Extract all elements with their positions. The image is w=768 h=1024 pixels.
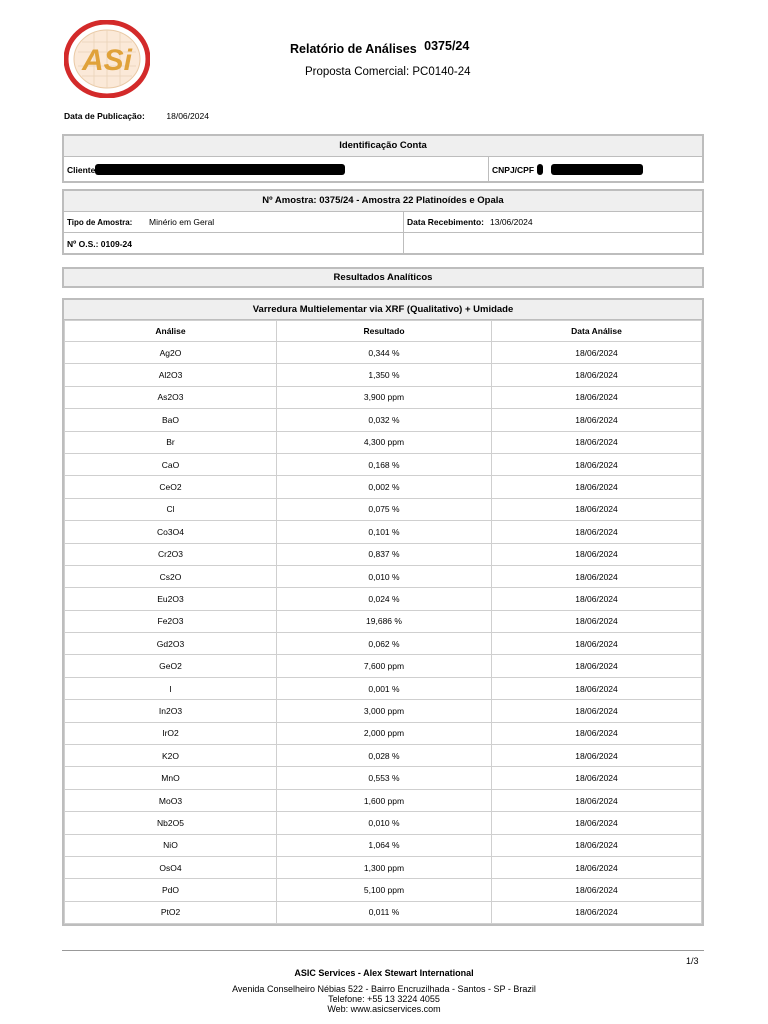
column-header-analysis: Análise	[65, 321, 277, 342]
sample-section	[62, 189, 704, 255]
table-row	[65, 409, 702, 431]
footer-address: Avenida Conselheiro Nébias 522 - Bairro Encruzilhada - Santos - SP - Brazil	[232, 984, 536, 994]
result-cell: 2,000 ppm	[277, 722, 492, 744]
date-cell: 18/06/2024	[492, 677, 702, 699]
cnpj-redaction-small	[537, 164, 543, 175]
result-cell: 0,010 %	[277, 565, 492, 587]
date-cell: 18/06/2024	[492, 789, 702, 811]
result-cell: 3,000 ppm	[277, 700, 492, 722]
result-cell: 19,686 %	[277, 610, 492, 632]
result-cell: 0,344 %	[277, 342, 492, 364]
analysis-cell: NiO	[65, 834, 277, 856]
analysis-cell: PtO2	[65, 901, 277, 923]
analysis-cell: Cs2O	[65, 565, 277, 587]
analysis-cell: Nb2O5	[65, 812, 277, 834]
logo-text: ASi	[81, 44, 133, 77]
table-row	[65, 543, 702, 565]
report-title	[290, 39, 470, 56]
table-row	[65, 722, 702, 744]
results-heading: Resultados Analíticos	[64, 269, 702, 286]
cnpj-cell	[489, 157, 702, 182]
cnpj-label: CNPJ/CPF	[492, 164, 535, 175]
result-cell: 5,100 ppm	[277, 879, 492, 901]
analysis-cell: Cr2O3	[65, 543, 277, 565]
column-header-row	[65, 321, 702, 342]
table-row	[65, 498, 702, 520]
report-title-text: Relatório de Análises	[290, 42, 417, 56]
client-cell	[64, 157, 489, 182]
report-number: 0375/24	[424, 39, 470, 53]
date-cell: 18/06/2024	[492, 409, 702, 431]
result-cell: 0,001 %	[277, 677, 492, 699]
table-row	[65, 521, 702, 543]
column-header-result: Resultado	[277, 321, 492, 342]
sample-heading: Nº Amostra: 0375/24 - Amostra 22 Platinoídes e Opala	[64, 191, 702, 212]
result-cell: 0,028 %	[277, 745, 492, 767]
received-date: 13/06/2024	[490, 217, 533, 227]
date-cell: 18/06/2024	[492, 812, 702, 834]
analysis-cell: Br	[65, 431, 277, 453]
analysis-cell: CeO2	[65, 476, 277, 498]
table-row	[65, 342, 702, 364]
result-cell: 0,011 %	[277, 901, 492, 923]
table-row	[65, 879, 702, 901]
date-cell: 18/06/2024	[492, 655, 702, 677]
result-cell: 0,101 %	[277, 521, 492, 543]
table-row	[65, 856, 702, 878]
table-row	[65, 834, 702, 856]
account-heading: Identificação Conta	[64, 136, 702, 157]
results-table-box	[62, 298, 704, 926]
date-cell: 18/06/2024	[492, 476, 702, 498]
account-section	[62, 134, 704, 183]
result-cell: 0,024 %	[277, 588, 492, 610]
footer-web: Web: www.asicservices.com	[327, 1004, 441, 1014]
date-cell: 18/06/2024	[492, 543, 702, 565]
result-cell: 0,075 %	[277, 498, 492, 520]
table-row	[65, 610, 702, 632]
page-number: 1/3	[686, 956, 699, 966]
table-row	[65, 476, 702, 498]
footer-phone: Telefone: +55 13 3224 4055	[328, 994, 440, 1004]
column-header-date: Data Análise	[492, 321, 702, 342]
table-row	[65, 677, 702, 699]
analysis-cell: IrO2	[65, 722, 277, 744]
method-heading: Varredura Multielementar via XRF (Qualitativo) + Umidade	[64, 300, 702, 320]
sample-type-label: Tipo de Amostra:	[67, 217, 133, 227]
date-cell: 18/06/2024	[492, 565, 702, 587]
results-table	[64, 320, 702, 924]
date-cell: 18/06/2024	[492, 700, 702, 722]
date-cell: 18/06/2024	[492, 364, 702, 386]
result-cell: 7,600 ppm	[277, 655, 492, 677]
analysis-cell: Eu2O3	[65, 588, 277, 610]
date-cell: 18/06/2024	[492, 588, 702, 610]
company-logo	[64, 20, 150, 98]
cnpj-redaction	[551, 164, 643, 175]
footer-divider	[62, 950, 704, 951]
date-cell: 18/06/2024	[492, 767, 702, 789]
date-cell: 18/06/2024	[492, 453, 702, 475]
table-row	[65, 812, 702, 834]
analysis-cell: Cl	[65, 498, 277, 520]
sample-type-cell	[64, 212, 404, 232]
result-cell: 1,064 %	[277, 834, 492, 856]
result-cell: 0,553 %	[277, 767, 492, 789]
publication-date-line	[64, 111, 209, 121]
analysis-cell: GeO2	[65, 655, 277, 677]
date-cell: 18/06/2024	[492, 498, 702, 520]
result-cell: 3,900 ppm	[277, 386, 492, 408]
date-cell: 18/06/2024	[492, 722, 702, 744]
analysis-cell: CaO	[65, 453, 277, 475]
analysis-cell: MoO3	[65, 789, 277, 811]
analysis-cell: In2O3	[65, 700, 277, 722]
table-row	[65, 745, 702, 767]
table-row	[65, 565, 702, 587]
table-row	[65, 588, 702, 610]
result-cell: 1,600 ppm	[277, 789, 492, 811]
date-cell: 18/06/2024	[492, 342, 702, 364]
client-redaction	[95, 164, 345, 175]
date-cell: 18/06/2024	[492, 633, 702, 655]
date-cell: 18/06/2024	[492, 431, 702, 453]
date-cell: 18/06/2024	[492, 901, 702, 923]
os-number: Nº O.S.: 0109-24	[64, 233, 404, 255]
analysis-cell: Gd2O3	[65, 633, 277, 655]
proposal-number: Proposta Comercial: PC0140-24	[305, 66, 471, 78]
analysis-cell: BaO	[65, 409, 277, 431]
date-cell: 18/06/2024	[492, 879, 702, 901]
result-cell: 1,350 %	[277, 364, 492, 386]
analysis-cell: K2O	[65, 745, 277, 767]
sample-type-value: Minério em Geral	[149, 217, 215, 227]
table-row	[65, 767, 702, 789]
result-cell: 0,032 %	[277, 409, 492, 431]
empty-cell	[404, 233, 702, 255]
date-cell: 18/06/2024	[492, 610, 702, 632]
result-cell: 0,837 %	[277, 543, 492, 565]
table-row	[65, 386, 702, 408]
table-row	[65, 789, 702, 811]
date-cell: 18/06/2024	[492, 521, 702, 543]
table-row	[65, 901, 702, 923]
result-cell: 0,010 %	[277, 812, 492, 834]
analysis-cell: Fe2O3	[65, 610, 277, 632]
client-label: Cliente	[67, 164, 96, 175]
date-cell: 18/06/2024	[492, 745, 702, 767]
results-heading-box	[62, 267, 704, 288]
analysis-cell: As2O3	[65, 386, 277, 408]
table-row	[65, 453, 702, 475]
received-label: Data Recebimento:	[407, 217, 484, 227]
table-row	[65, 633, 702, 655]
analysis-cell: Ag2O	[65, 342, 277, 364]
table-row	[65, 364, 702, 386]
publication-label: Data de Publicação:	[64, 111, 145, 121]
table-row	[65, 700, 702, 722]
publication-date: 18/06/2024	[166, 111, 209, 121]
analysis-cell: MnO	[65, 767, 277, 789]
analysis-cell: Co3O4	[65, 521, 277, 543]
result-cell: 0,002 %	[277, 476, 492, 498]
received-date-cell	[404, 212, 702, 232]
date-cell: 18/06/2024	[492, 386, 702, 408]
footer-company: ASIC Services - Alex Stewart International	[294, 968, 474, 978]
analysis-cell: I	[65, 677, 277, 699]
result-cell: 1,300 ppm	[277, 856, 492, 878]
analysis-cell: OsO4	[65, 856, 277, 878]
analysis-cell: PdO	[65, 879, 277, 901]
analysis-cell: Al2O3	[65, 364, 277, 386]
result-cell: 4,300 ppm	[277, 431, 492, 453]
table-row	[65, 431, 702, 453]
date-cell: 18/06/2024	[492, 834, 702, 856]
result-cell: 0,062 %	[277, 633, 492, 655]
table-row	[65, 655, 702, 677]
result-cell: 0,168 %	[277, 453, 492, 475]
date-cell: 18/06/2024	[492, 856, 702, 878]
